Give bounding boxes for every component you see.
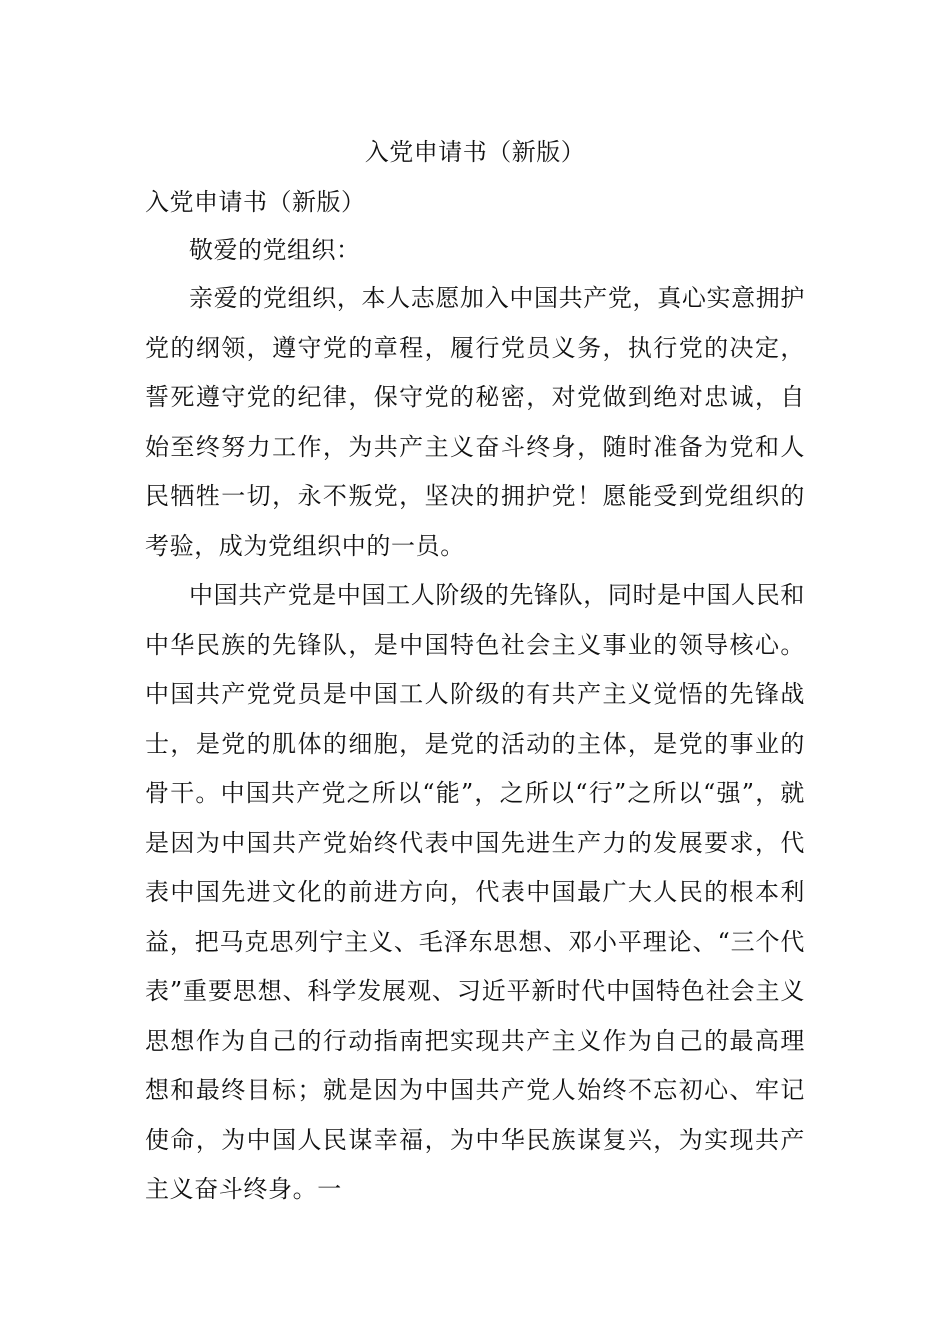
document-title: 入党申请书（新版） <box>364 138 586 166</box>
paragraph-1: 亲爱的党组织，本人志愿加入中国共产党，真心实意拥护党的纲领，遵守党的章程，履行党员义务，执行党的决定，誓死遵守党的纪律，保守党的秘密，对党做到绝对忠诚，自始至终努力工作，为共产主义奋斗终身，随时准备为党和人民牺牲一切，永不叛党，坚决的拥护党！愿能受到党组织的考验，成为党组织中的一员。 <box>145 284 805 560</box>
greeting-line: 敬爱的党组织： <box>189 236 361 264</box>
document-subtitle: 入党申请书（新版） <box>145 188 366 216</box>
document-body <box>145 178 805 1215</box>
paragraph-2: 中国共产党是中国工人阶级的先锋队，同时是中国人民和中华民族的先锋队，是中国特色社会主义事业的领导核心。中国共产党党员是中国工人阶级的有共产主义觉悟的先锋战士，是党的肌体的细胞，是党的活动的主体，是党的事业的骨干。中国共产党之所以“能”，之所以“行”之所以“强”，就是因为中国共产党始终代表中国先进生产力的发展要求，代表中国先进文化的前进方向，代表中国最广大人民的根本利益，把马克思列宁主义、毛泽东思想、邓小平理论、“三个代表”重要思想、科学发展观、习近平新时代中国特色社会主义思想作为自己的行动指南把实现共产主义作为自己的最高理想和最终目标；就是因为中国共产党人始终不忘初心、牢记使命，为中国人民谋幸福，为中华民族谋复兴，为实现共产主义奋斗终身。一 <box>145 581 805 1203</box>
